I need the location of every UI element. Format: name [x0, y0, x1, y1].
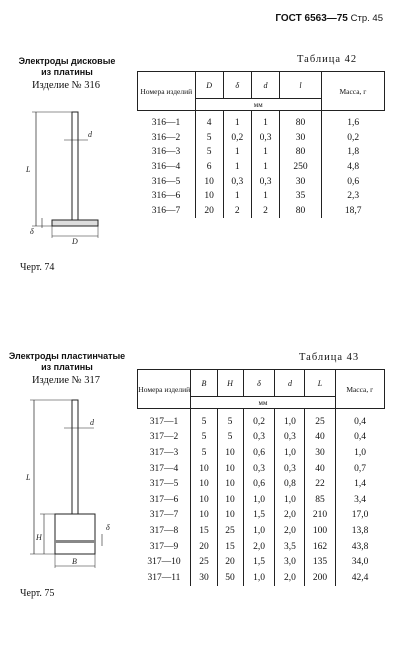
table-cell: 10	[191, 461, 217, 477]
table-cell: 10	[195, 189, 223, 204]
t42-col-D: D	[195, 72, 223, 99]
section1-product: Изделие № 316	[31, 80, 101, 91]
table-cell: 0,4	[335, 430, 384, 446]
table-row	[138, 204, 385, 219]
table-cell: 2	[251, 204, 279, 219]
table-cell: 1,0	[243, 570, 275, 586]
electrode-rod	[72, 400, 78, 514]
table-cell: 1	[223, 160, 251, 175]
table-cell: 1,0	[243, 523, 275, 539]
table-cell: 35	[280, 189, 322, 204]
standard-number: ГОСТ 6563—75	[275, 13, 348, 24]
table-cell: 162	[305, 539, 335, 555]
table-cell: 100	[305, 523, 335, 539]
table-cell: 25	[191, 554, 217, 570]
label-d: d	[88, 130, 92, 139]
table-cell: 17,0	[335, 508, 384, 524]
table-row	[138, 111, 385, 131]
table-cell: 1,5	[243, 554, 275, 570]
table-cell: 80	[280, 145, 322, 160]
electrode-disk	[52, 220, 98, 226]
section2-title-line2: из платины	[41, 362, 93, 372]
table-cell: 1,8	[321, 145, 384, 160]
table-cell: 5	[217, 430, 243, 446]
table-cell: 20	[195, 204, 223, 219]
table42-label: Таблица 42	[297, 54, 358, 65]
table-cell: 25	[305, 409, 335, 430]
table43-label: Таблица 43	[299, 352, 360, 363]
table-cell: 317—9	[149, 541, 179, 552]
table-row	[138, 445, 385, 461]
table-cell: 80	[280, 111, 322, 131]
table-cell: 30	[305, 445, 335, 461]
table-cell: 2	[223, 204, 251, 219]
table-cell: 1,4	[335, 476, 384, 492]
table-row	[138, 554, 385, 570]
table-row	[138, 409, 385, 430]
table-cell: 85	[305, 492, 335, 508]
t43-col-B: B	[191, 370, 217, 397]
table-cell: 15	[191, 523, 217, 539]
table-cell: 250	[280, 160, 322, 175]
section1-title	[8, 56, 126, 78]
table-cell: 0,3	[251, 131, 279, 146]
table-cell: 1,0	[275, 492, 305, 508]
table-cell: 1,0	[275, 409, 305, 430]
table-cell: 1,0	[243, 492, 275, 508]
section2-title-line1: Электроды пластинчатые	[8, 351, 126, 361]
table-cell: 0,3	[243, 461, 275, 477]
section2-title	[4, 351, 130, 373]
table-cell: 135	[305, 554, 335, 570]
table-cell: 5	[195, 145, 223, 160]
table-cell: 0,2	[321, 131, 384, 146]
label-L: L	[26, 165, 31, 174]
table-cell: 316—2	[151, 132, 181, 143]
table-cell: 10	[191, 508, 217, 524]
t42-col-mass: Масса, г	[321, 72, 384, 111]
table-cell: 2,3	[321, 189, 384, 204]
table-cell: 0,3	[275, 461, 305, 477]
table-cell: 5	[191, 445, 217, 461]
table-cell: 43,8	[335, 539, 384, 555]
table-cell: 20	[217, 554, 243, 570]
table-cell: 40	[305, 430, 335, 446]
label-L: L	[26, 473, 31, 482]
label-d: d	[90, 418, 94, 427]
table-cell: 200	[305, 570, 335, 586]
table-cell: 10	[217, 445, 243, 461]
table-cell: 1	[251, 160, 279, 175]
table-row	[138, 508, 385, 524]
table-cell: 0,3	[243, 430, 275, 446]
electrode-plate	[55, 514, 95, 554]
page-number: Стр. 45	[350, 13, 383, 24]
table-cell: 34,0	[335, 554, 384, 570]
table-cell: 2,0	[275, 508, 305, 524]
table-cell: 2,0	[243, 539, 275, 555]
table-cell: 1,0	[335, 445, 384, 461]
table-cell: 30	[191, 570, 217, 586]
plate-section-mark	[55, 540, 95, 543]
table-43	[137, 369, 385, 586]
table-row	[138, 523, 385, 539]
table-cell: 10	[217, 461, 243, 477]
table-row	[138, 160, 385, 175]
t43-col-number: Номера изделий	[138, 370, 191, 409]
table-cell: 0,4	[335, 409, 384, 430]
t43-col-L: L	[305, 370, 335, 397]
table-cell: 1	[251, 189, 279, 204]
table-cell: 1	[223, 189, 251, 204]
table-cell: 18,7	[321, 204, 384, 219]
table-row	[138, 145, 385, 160]
table-cell: 317—6	[149, 494, 179, 505]
table-cell: 30	[280, 131, 322, 146]
table-cell: 316—3	[151, 147, 181, 158]
table-cell: 0,8	[275, 476, 305, 492]
label-B: B	[72, 557, 77, 566]
t43-col-mass: Масса, г	[335, 370, 384, 409]
table-row	[138, 570, 385, 586]
table-cell: 1,5	[243, 508, 275, 524]
table-cell: 0,3	[275, 430, 305, 446]
table-cell: 0,2	[223, 131, 251, 146]
table-cell: 3,0	[275, 554, 305, 570]
table-cell: 317—8	[149, 525, 179, 536]
table-cell: 5	[195, 131, 223, 146]
drawing-74	[22, 100, 122, 250]
table-cell: 317—1	[149, 416, 179, 427]
table-cell: 2,0	[275, 570, 305, 586]
table-row	[138, 539, 385, 555]
table-42	[137, 71, 385, 218]
t42-col-delta: δ	[223, 72, 251, 99]
label-D: D	[72, 237, 78, 246]
t42-col-l: l	[280, 72, 322, 99]
label-delta: δ	[30, 227, 34, 236]
table-cell: 40	[305, 461, 335, 477]
table-cell: 10	[217, 492, 243, 508]
t43-col-delta: δ	[243, 370, 275, 397]
section2-caption: Черт. 75	[20, 588, 55, 599]
table-cell: 10	[217, 476, 243, 492]
table-cell: 316—4	[151, 162, 181, 173]
table-cell: 317—10	[147, 557, 181, 568]
label-delta: δ	[106, 523, 110, 532]
table-cell: 3,4	[335, 492, 384, 508]
table-cell: 4	[195, 111, 223, 131]
table-cell: 0,6	[243, 445, 275, 461]
table-cell: 317—7	[149, 510, 179, 521]
section2-product: Изделие № 317	[31, 375, 101, 386]
table-row	[138, 492, 385, 508]
table-cell: 3,5	[275, 539, 305, 555]
table-cell: 13,8	[335, 523, 384, 539]
section1-title-line2: из платины	[41, 67, 93, 77]
table-cell: 5	[217, 409, 243, 430]
t42-units: мм	[195, 99, 321, 111]
table-cell: 1	[251, 111, 279, 131]
t43-units: мм	[191, 397, 335, 409]
section1-title-line1: Электроды дисковые	[18, 56, 116, 66]
section1-caption: Черт. 74	[20, 262, 55, 273]
table-row	[138, 174, 385, 189]
table-cell: 1	[223, 111, 251, 131]
table-cell: 10	[217, 508, 243, 524]
table-cell: 317—2	[149, 432, 179, 443]
table-row	[138, 131, 385, 146]
table-cell: 10	[191, 476, 217, 492]
table-cell: 2,0	[275, 523, 305, 539]
table-cell: 316—7	[151, 205, 181, 216]
table-cell: 317—11	[147, 572, 181, 583]
table-cell: 10	[191, 492, 217, 508]
electrode-rod	[72, 112, 78, 220]
table-cell: 20	[191, 539, 217, 555]
table-cell: 80	[280, 204, 322, 219]
table-cell: 316—5	[151, 176, 181, 187]
table-cell: 1	[223, 145, 251, 160]
table-cell: 22	[305, 476, 335, 492]
table-cell: 10	[195, 174, 223, 189]
table-cell: 6	[195, 160, 223, 175]
table-row	[138, 430, 385, 446]
table-row	[138, 476, 385, 492]
table-cell: 317—4	[149, 463, 179, 474]
table-cell: 0,6	[321, 174, 384, 189]
drawing-75	[22, 394, 122, 584]
table-cell: 0,2	[243, 409, 275, 430]
table-cell: 0,3	[223, 174, 251, 189]
table-cell: 4,8	[321, 160, 384, 175]
t42-col-d: d	[251, 72, 279, 99]
table-cell: 316—1	[151, 118, 181, 129]
table-cell: 0,3	[251, 174, 279, 189]
table-cell: 25	[217, 523, 243, 539]
page-header	[275, 13, 383, 24]
table-cell: 42,4	[335, 570, 384, 586]
table-cell: 1,0	[275, 445, 305, 461]
table-cell: 50	[217, 570, 243, 586]
table-cell: 210	[305, 508, 335, 524]
table-cell: 1	[251, 145, 279, 160]
table-cell: 5	[191, 409, 217, 430]
table-cell: 1,6	[321, 111, 384, 131]
label-H: H	[36, 533, 42, 542]
table-cell: 316—6	[151, 191, 181, 202]
table-cell: 30	[280, 174, 322, 189]
table-row	[138, 461, 385, 477]
t43-col-H: H	[217, 370, 243, 397]
table-cell: 317—3	[149, 447, 179, 458]
t42-col-number: Номера изделий	[138, 72, 196, 111]
table-cell: 0,7	[335, 461, 384, 477]
t43-col-d: d	[275, 370, 305, 397]
table-cell: 0,6	[243, 476, 275, 492]
table-cell: 15	[217, 539, 243, 555]
table-cell: 317—5	[149, 479, 179, 490]
table-row	[138, 189, 385, 204]
table-cell: 5	[191, 430, 217, 446]
